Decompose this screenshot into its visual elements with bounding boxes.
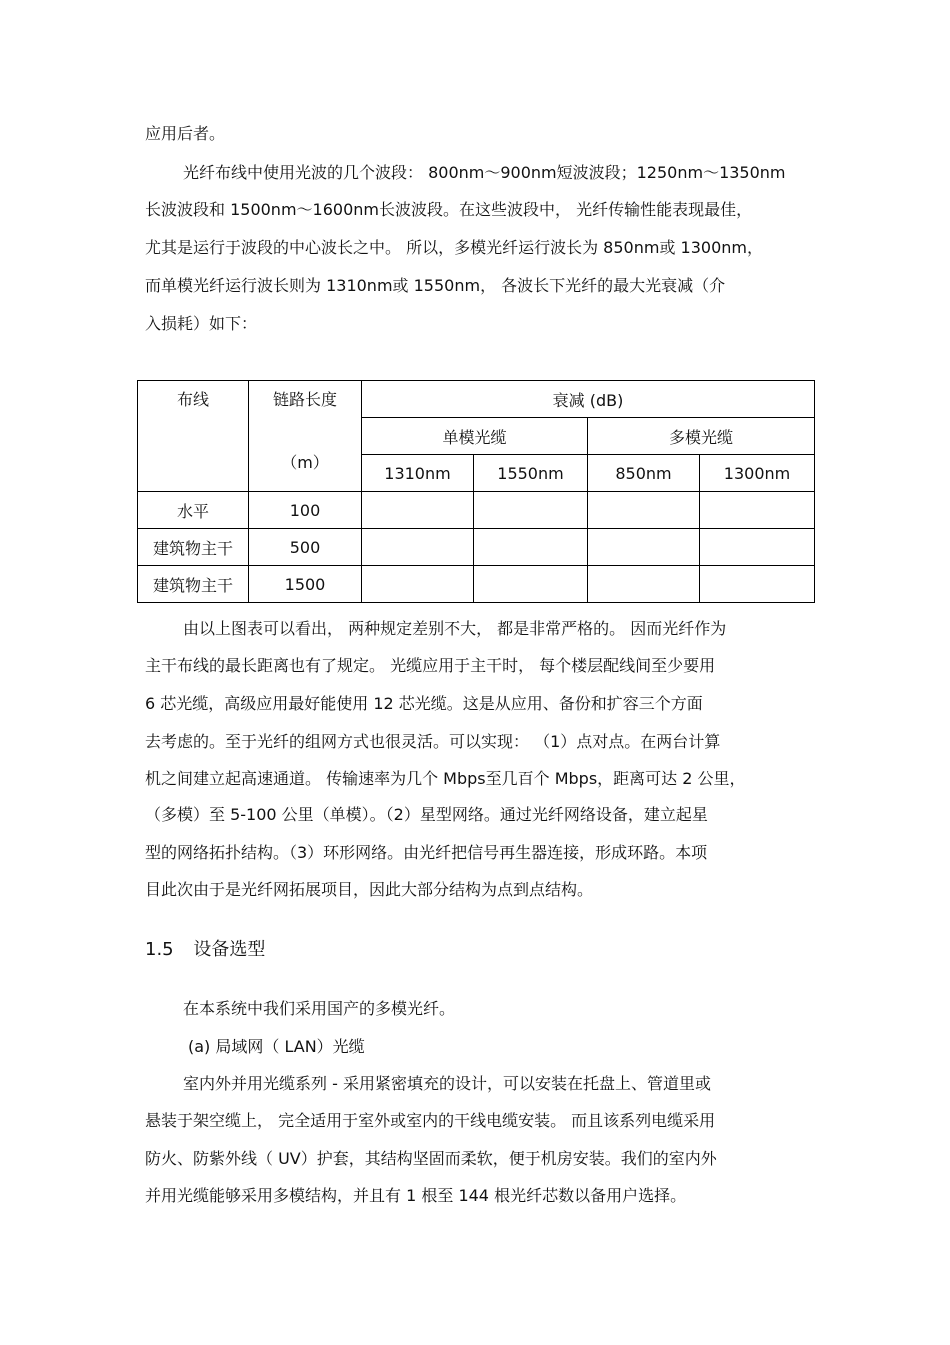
table-header-row xyxy=(138,381,815,418)
cell-empty xyxy=(588,492,700,529)
paragraph-line: 并用光缆能够采用多模结构，并且有 1 根至 144 根光纤芯数以备用户选择。 xyxy=(145,1186,687,1205)
paragraph-line: 而单模光纤运行波长则为 1310nm或 1550nm， 各波长下光纤的最大光衰减（介 xyxy=(145,276,726,295)
cell-length: 1500 xyxy=(249,566,362,603)
cell-empty xyxy=(474,492,588,529)
paragraph-line: 悬装于架空缆上， 完全适用于室外或室内的干线电缆安装。 而且该系列电缆采用 xyxy=(145,1111,716,1130)
section-heading xyxy=(145,939,265,961)
paragraph-line: 光纤布线中使用光波的几个波段： 800nm～900nm短波波段；1250nm～1350nm xyxy=(183,163,786,182)
section-number: 1.5 xyxy=(145,939,174,960)
subsection-label: (a) 局域网（ LAN）光缆 xyxy=(188,1037,365,1056)
cell-empty xyxy=(700,492,815,529)
cell-empty xyxy=(700,529,815,566)
header-wavelength: 1300nm xyxy=(700,455,815,492)
cell-empty xyxy=(588,566,700,603)
header-wavelength: 850nm xyxy=(588,455,700,492)
section-title: 设备选型 xyxy=(193,939,266,960)
cell-cabling-type: 建筑物主干 xyxy=(138,566,249,603)
attenuation-table xyxy=(137,380,815,603)
header-link-length xyxy=(249,381,362,492)
table-row xyxy=(138,529,815,566)
paragraph-line: 入损耗）如下： xyxy=(145,314,258,333)
header-link-length-unit: （m） xyxy=(281,453,329,472)
header-attenuation: 衰减 (dB) xyxy=(362,381,815,418)
header-link-length-label: 链路长度 xyxy=(272,390,337,409)
cell-empty xyxy=(474,566,588,603)
paragraph-line: 型的网络拓扑结构。（3）环形网络。由光纤把信号再生器连接，形成环路。本项 xyxy=(145,843,708,862)
cell-empty xyxy=(588,529,700,566)
cell-empty xyxy=(362,529,474,566)
table-row xyxy=(138,492,815,529)
header-wavelength: 1550nm xyxy=(474,455,588,492)
cell-empty xyxy=(362,566,474,603)
cell-length: 100 xyxy=(249,492,362,529)
paragraph-line: 在本系统中我们采用国产的多模光纤。 xyxy=(183,999,456,1018)
paragraph-line: 目此次由于是光纤网拓展项目，因此大部分结构为点到点结构。 xyxy=(145,880,594,899)
paragraph-line: 室内外并用光缆系列 - 采用紧密填充的设计，可以安装在托盘上、管道里或 xyxy=(183,1074,711,1093)
paragraph-line: （多模）至 5-100 公里（单模）。（2）星型网络。通过光纤网络设备，建立起星 xyxy=(145,805,708,824)
cell-empty xyxy=(474,529,588,566)
paragraph-line: 去考虑的。至于光纤的组网方式也很灵活。可以实现： （1）点对点。在两台计算 xyxy=(145,732,721,751)
paragraph-line: 主干布线的最长距离也有了规定。 光缆应用于主干时， 每个楼层配线间至少要用 xyxy=(145,656,716,675)
cell-cabling-type: 建筑物主干 xyxy=(138,529,249,566)
paragraph-line: 机之间建立起高速通道。 传输速率为几个 Mbps至几百个 Mbps，距离可达 2 公里， xyxy=(145,769,746,788)
paragraph-line: 6 芯光缆，高级应用最好能使用 12 芯光缆。这是从应用、备份和扩容三个方面 xyxy=(145,694,703,713)
cell-length: 500 xyxy=(249,529,362,566)
paragraph-line: 尤其是运行于波段的中心波长之中。 所以，多模光纤运行波长为 850nm或 1300nm， xyxy=(145,238,763,257)
cell-empty xyxy=(700,566,815,603)
paragraph-line: 应用后者。 xyxy=(145,124,226,143)
header-single-mode: 单模光缆 xyxy=(362,418,588,455)
cell-cabling-type: 水平 xyxy=(138,492,249,529)
header-wavelength: 1310nm xyxy=(362,455,474,492)
header-cabling: 布线 xyxy=(138,381,249,492)
paragraph-line: 由以上图表可以看出， 两种规定差别不大， 都是非常严格的。 因而光纤作为 xyxy=(183,619,727,638)
cell-empty xyxy=(362,492,474,529)
header-multi-mode: 多模光缆 xyxy=(588,418,815,455)
paragraph-line: 长波波段和 1500nm～1600nm长波波段。在这些波段中， 光纤传输性能表现最佳， xyxy=(145,200,753,219)
paragraph-line: 防火、防紫外线（ UV）护套，其结构坚固而柔软，便于机房安装。我们的室内外 xyxy=(145,1149,717,1168)
table-row xyxy=(138,566,815,603)
